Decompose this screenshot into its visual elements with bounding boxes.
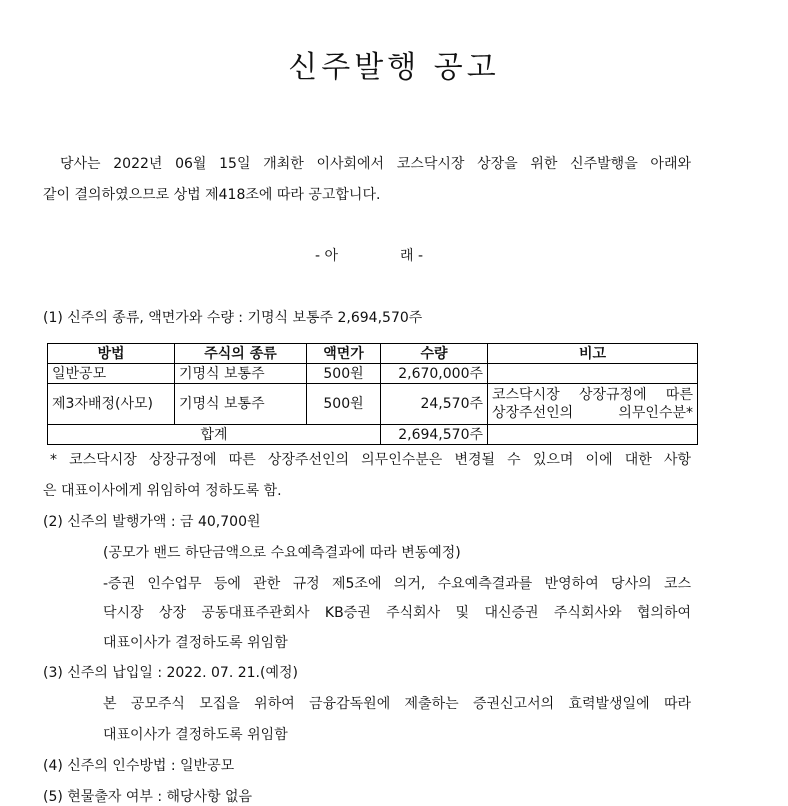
intro-line-2: 같이 결의하였으므로 상법 제418조에 따라 공고합니다. — [43, 187, 381, 203]
table-total-row — [48, 425, 698, 445]
item-3-sub-1: 본 공모주식 모집을 위하여 금융감독원에 제출하는 증권신고서의 효력발생일에 따라 — [103, 696, 691, 712]
item-2-sub-2b: 닥시장 상장 공동대표주관회사 KB증권 주식회사 및 대신증권 주식회사와 협의하여 — [103, 605, 691, 621]
header-remarks: 비고 — [488, 344, 698, 364]
header-kind: 주식의 종류 — [175, 344, 307, 364]
table-row — [48, 364, 698, 384]
header-method: 방법 — [48, 344, 175, 364]
item-4-heading: (4) 신주의 인수방법 : 일반공모 — [43, 758, 235, 774]
intro-line-1: 당사는 2022년 06월 15일 개최한 이사회에서 코스닥시장 상장을 위한 신주발행을 아래와 — [60, 156, 691, 172]
cell-par-value: 500원 — [307, 384, 381, 425]
item-1-heading: (1) 신주의 종류, 액면가와 수량 : 기명식 보통주 2,694,570주 — [43, 310, 423, 326]
cell-quantity: 24,570주 — [381, 384, 488, 425]
item-3-heading: (3) 신주의 납입일 : 2022. 07. 21.(예정) — [43, 665, 298, 681]
cell-total-quantity: 2,694,570주 — [381, 425, 488, 445]
remark-line-2: 상장주선인의 의무인수분* — [492, 405, 693, 421]
notice-heading-left: - 아 — [315, 248, 339, 264]
item-2-heading: (2) 신주의 발행가액 : 금 40,700원 — [43, 514, 261, 530]
cell-quantity: 2,670,000주 — [381, 364, 488, 384]
table-header-row — [48, 344, 698, 364]
item-2-sub-2a: -증권 인수업무 등에 관한 규정 제5조에 의거, 수요예측결과를 반영하여 당사의 코스 — [103, 576, 691, 592]
cell-total-remarks — [488, 425, 698, 445]
cell-total-label: 합계 — [48, 425, 381, 445]
item-2-sub-1: (공모가 밴드 하단금액으로 수요예측결과에 따라 변동예정) — [103, 545, 461, 561]
remark-line-1: 코스닥시장 상장규정에 따른 — [492, 387, 693, 403]
cell-remarks — [488, 364, 698, 384]
header-par-value: 액면가 — [307, 344, 381, 364]
notice-heading-right: 래 - — [400, 248, 424, 264]
header-quantity: 수량 — [381, 344, 488, 364]
cell-kind: 기명식 보통주 — [175, 384, 307, 425]
cell-remarks — [488, 384, 698, 425]
cell-par-value: 500원 — [307, 364, 381, 384]
cell-method: 일반공모 — [48, 364, 175, 384]
item-3-sub-2: 대표이사가 결정하도록 위임함 — [103, 727, 288, 743]
cell-method: 제3자배정(사모) — [48, 384, 175, 425]
item-5-heading: (5) 현물출자 여부 : 해당사항 없음 — [43, 789, 253, 805]
table-row — [48, 384, 698, 425]
item-2-sub-2c: 대표이사가 결정하도록 위임함 — [103, 635, 288, 651]
cell-kind: 기명식 보통주 — [175, 364, 307, 384]
share-issuance-table — [47, 343, 698, 445]
footnote-line-1: * 코스닥시장 상장규정에 따른 상장주선인의 의무인수분은 변경될 수 있으며 이에 대한 사항 — [50, 452, 691, 468]
footnote-line-2: 은 대표이사에게 위임하여 정하도록 함. — [43, 483, 282, 499]
page-title: 신주발행 공고 — [288, 50, 500, 85]
